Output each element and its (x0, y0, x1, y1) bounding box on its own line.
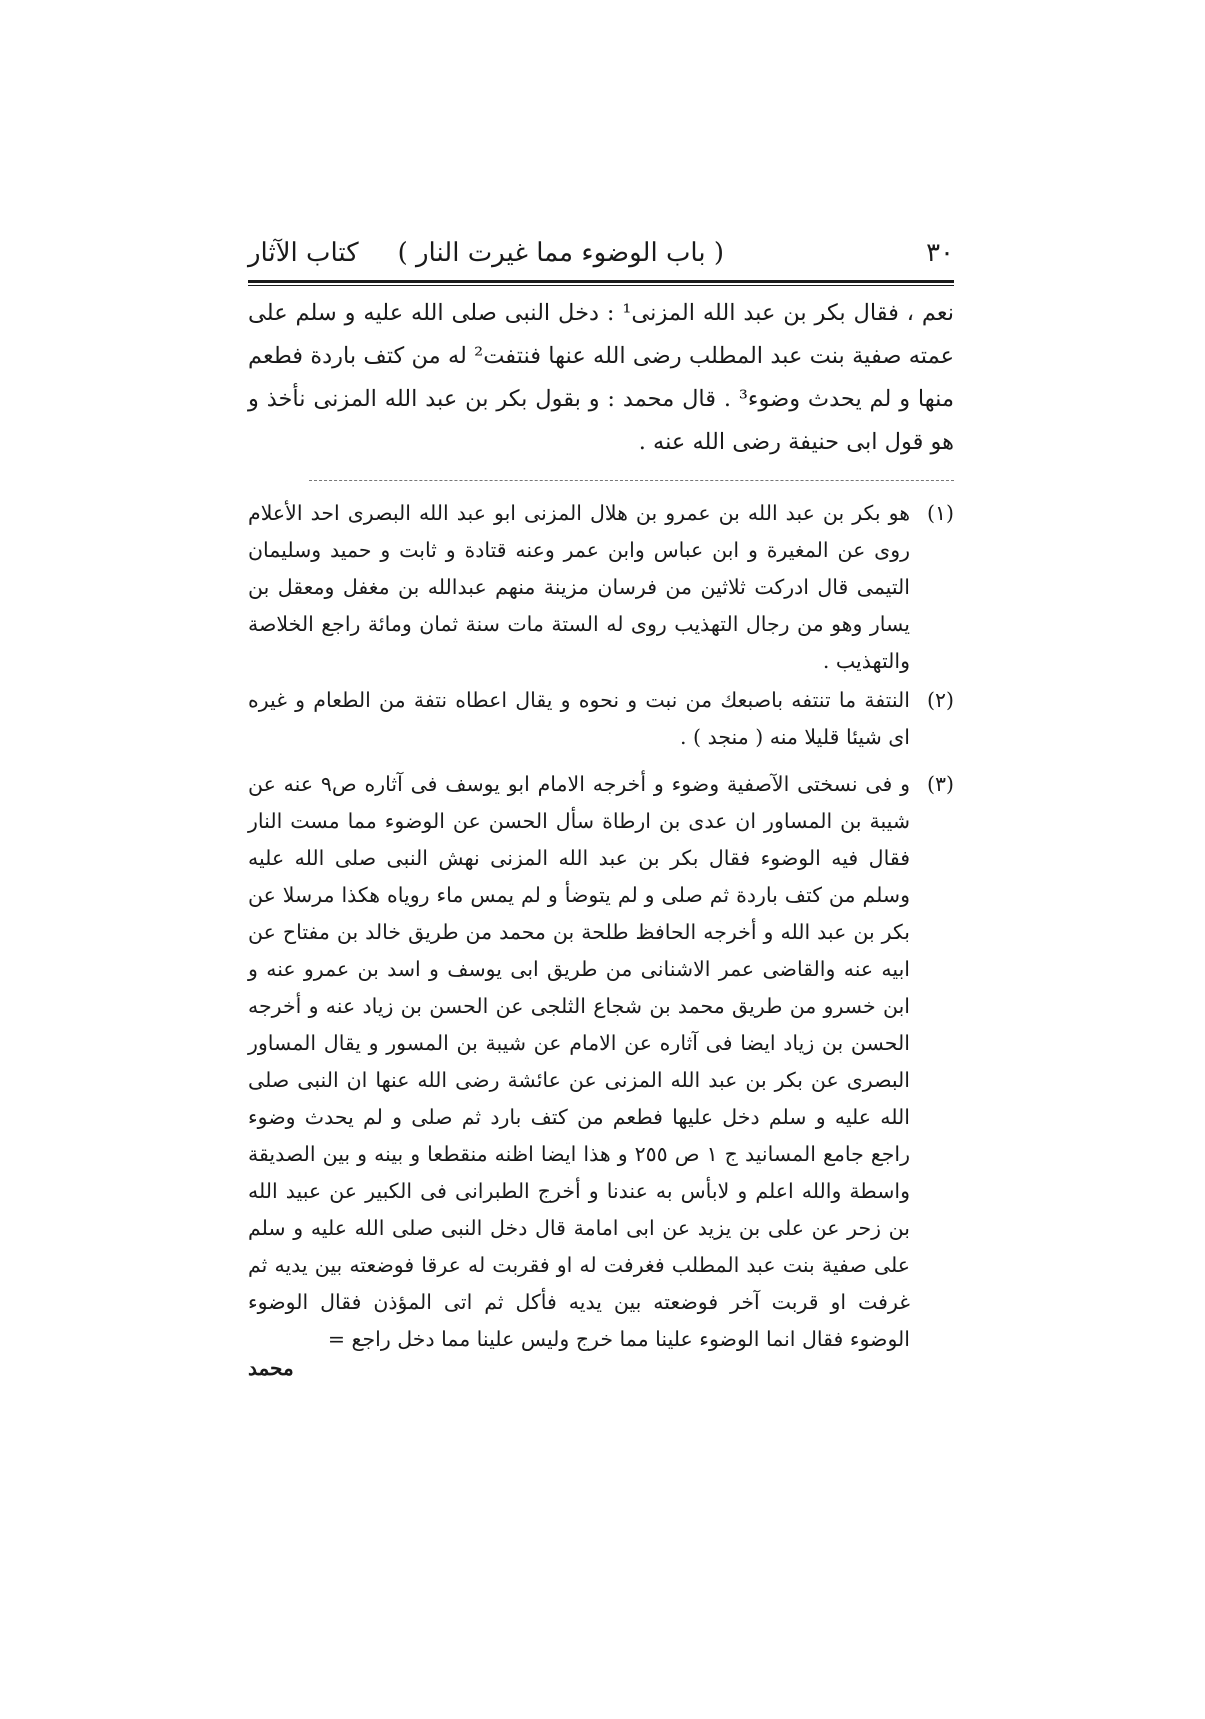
page-header (248, 236, 954, 278)
chapter-title: ( باب الوضوء مما غيرت النار ) (397, 238, 724, 268)
footnote-number: (٣) (926, 772, 954, 796)
footnote-number: (١) (926, 501, 954, 525)
footnote-text: النتفة ما تنتفه باصبعك من نبت و نحوه و يقال اعطاه نتفة من الطعام و غيره اى شيئا قليلا منه ( منجد ) . (248, 688, 910, 749)
header-rule-thick (248, 280, 954, 283)
footnote-number: (٢) (926, 688, 954, 712)
book-title: كتاب الآثار (248, 238, 359, 268)
page-number: ٣٠ (926, 238, 954, 268)
footnote-2 (248, 682, 954, 756)
footnote-text: هو بكر بن عبد الله بن عمرو بن هلال المزنى ابو عبد الله البصرى احد الأعلام روى عن المغيرة و ابن عباس وابن عمر وعنه قتادة و ثابت و حميد وسليمان التيمى قال ادركت ثلاثين من فرسان مزينة منهم عبدالله بن مغفل ومعقل بن يسار وهو من رجال التهذيب روى له الستة مات سنة ثمان ومائة راجع الخلاصة والتهذيب . (248, 501, 910, 673)
footnote-3 (248, 766, 954, 1358)
footnote-1 (248, 495, 954, 680)
header-rule-thin (248, 285, 954, 286)
footnote-text: و فى نسختى الآصفية وضوء و أخرجه الامام ابو يوسف فى آثاره ص٩ عنه عن شيبة بن المساور ان عدى بن ارطاة سأل الحسن عن الوضوء مما مست النار فقال فيه الوضوء فقال بكر بن عبد الله المزنى نهش النبى صلى الله عليه وسلم من كتف باردة ثم صلى و لم يتوضأ و لم يمس ماء روياه هكذا مرسلا عن بكر بن عبد الله و أخرجه الحافظ طلحة بن محمد من طريق خالد بن مفتاح عن ابيه عنه والقاضى عمر الاشنانى من طريق ابى يوسف و اسد بن عمرو عنه و ابن خسرو من طريق محمد بن شجاع الثلجى عن الحسن بن زياد عنه و أخرجه الحسن بن زياد ايضا فى آثاره عن الامام عن شيبة بن المسور و يقال المساور البصرى عن بكر بن عبد الله المزنى عن عائشة رضى الله عنها ان النبى صلى الله عليه و سلم دخل عليها فطعم من كتف بارد ثم صلى و لم يحدث وضوء راجع جامع المسانيد ج ١ ص ٢٥٥ و هذا ايضا اظنه منقطعا و بينه و بين الصديقة واسطة والله اعلم و لابأس به عندنا و أخرج الطبرانى فى الكبير عن عبيد الله بن زحر عن على بن يزيد عن ابى امامة قال دخل النبى صلى الله عليه و سلم على صفية بنت عبد المطلب فغرفت له او فقربت له عرقا فوضعته بين يديه ثم غرفت او قربت آخر فوضعته بين يديه فأكل ثم اتى المؤذن فقال الوضوء الوضوء فقال انما الوضوء علينا مما خرج وليس علينا مما دخل راجع = (248, 772, 910, 1351)
footnote-separator (309, 480, 954, 481)
document-page (248, 236, 954, 1380)
main-text: نعم ، فقال بكر بن عبد الله المزنى¹ : دخل النبى صلى الله عليه و سلم على عمته صفية بنت عبد المطلب رضى الله عنها فنتفت² له من كتف باردة فطعم منها و لم يحدث وضوء³ . قال محمد : و بقول بكر بن عبد الله المزنى نأخذ و هو قول ابى حنيفة رضى الله عنه . (248, 300, 955, 455)
catchword: محمد (248, 1356, 294, 1380)
